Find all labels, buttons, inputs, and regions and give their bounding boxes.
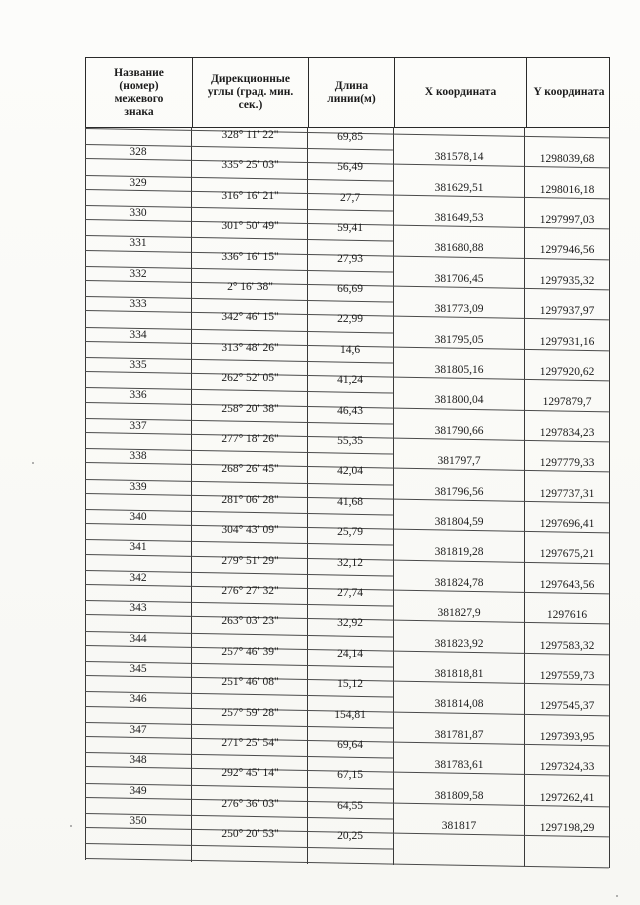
boundary-mark-name: 348 [129,754,147,767]
column-divider [307,127,308,864]
boundary-mark-name: 344 [129,632,147,645]
x-coordinate: 381797,7 [437,455,481,468]
direction-angle: 342° 46' 15" [221,311,279,324]
direction-angle: 262° 52' 05" [221,372,279,385]
y-coordinate: 1297393,95 [539,730,595,743]
line-length: 66,69 [337,283,363,295]
line-length: 22,99 [337,313,363,326]
line-length: 32,92 [337,617,363,630]
boundary-mark-name: 341 [129,541,147,554]
y-coordinate: 1297583,32 [539,639,595,652]
x-coordinate: 381804,59 [434,516,484,528]
direction-angle: 281° 06' 28" [221,493,279,506]
boundary-mark-name: 339 [129,480,147,493]
y-coordinate: 1297737,31 [539,487,595,500]
y-coordinate: 1297643,56 [539,578,595,591]
table-border-right [609,127,610,868]
y-coordinate: 1297920,62 [539,366,595,378]
y-coordinate: 1297559,73 [539,670,595,682]
boundary-mark-name: 330 [129,207,147,219]
direction-angle: 268° 26' 45" [221,463,279,476]
x-coordinate: 381781,87 [434,728,484,741]
y-coordinate: 1297779,33 [539,457,595,470]
direction-angle: 251° 46' 08" [221,676,279,689]
x-coordinate: 381680,88 [434,242,484,255]
y-coordinate: 1297935,32 [539,274,595,287]
direction-angle: 257° 59' 28" [221,706,279,719]
x-coordinate: 381578,14 [434,151,484,164]
column-divider [393,127,394,865]
x-coordinate: 381790,66 [434,424,484,437]
y-coordinate: 1297616 [546,609,588,622]
scan-speck [70,825,72,827]
x-coordinate: 381649,53 [434,212,484,224]
x-coordinate: 381795,05 [434,333,484,346]
boundary-mark-name: 331 [129,237,147,250]
direction-angle: 313° 48' 26" [221,341,279,354]
y-coordinate: 1297931,16 [539,335,595,348]
row-rule-mid [85,843,393,850]
scan-speck [616,895,618,897]
boundary-mark-name: 329 [129,176,147,189]
line-length: 56,49 [337,161,363,174]
boundary-mark-name: 328 [129,146,147,159]
direction-angle: 304° 43' 09" [221,524,279,537]
line-length: 25,79 [337,526,363,539]
x-coordinate: 381818,81 [434,668,484,680]
line-length: 24,14 [337,647,363,660]
boundary-mark-name: 343 [129,602,147,615]
line-length: 42,04 [337,465,363,478]
x-coordinate: 381827,9 [437,607,481,620]
boundary-mark-name: 334 [129,328,147,341]
direction-angle: 2° 16' 38" [227,281,273,293]
y-coordinate: 1297879,7 [542,396,592,409]
x-coordinate: 381783,61 [434,759,484,772]
line-length: 154,81 [334,708,366,721]
x-coordinate: 381805,16 [434,364,484,376]
direction-angle: 271° 25' 54" [221,737,279,749]
boundary-mark-name: 332 [129,267,147,280]
x-coordinate: 381809,58 [434,789,484,802]
line-length: 64,55 [337,799,363,812]
line-length: 32,12 [337,556,363,569]
line-length: 55,35 [337,435,363,447]
direction-angle: 316° 16' 21" [221,189,279,202]
line-length: 15,12 [337,678,363,691]
line-length: 41,68 [337,495,363,508]
x-coordinate: 381817 [441,820,477,832]
boundary-mark-name: 342 [129,571,147,584]
line-length: 67,15 [337,769,363,782]
line-length: 41,24 [337,374,363,387]
y-coordinate: 1297834,23 [539,426,595,439]
x-coordinate: 381706,45 [434,272,484,285]
boundary-mark-name: 337 [129,419,147,432]
direction-angle: 328° 11' 22" [221,129,279,141]
header-name: Название (номер) межевого знака [114,66,164,118]
line-length: 27,74 [337,587,363,599]
boundary-mark-name: 335 [129,359,147,371]
line-length: 14,6 [339,343,361,356]
boundary-mark-name: 346 [129,693,147,706]
line-length: 69,85 [337,131,363,143]
x-coordinate: 381819,28 [434,546,484,559]
boundary-mark-name: 349 [129,784,147,797]
direction-angle: 279° 51' 29" [221,554,279,567]
boundary-mark-name: 338 [129,450,147,463]
header-length: Длина линии(м) [327,79,376,105]
header-angle: Дирекционные углы (град. мин. сек.) [207,73,294,111]
y-coordinate: 1297262,41 [539,791,595,804]
line-length: 27,7 [339,191,361,204]
y-coordinate: 1298016,18 [539,183,595,196]
line-length: 69,64 [337,739,363,751]
x-coordinate: 381796,56 [434,485,484,498]
y-coordinate: 1297997,03 [539,214,595,226]
direction-angle: 258° 20' 38" [221,402,279,415]
x-coordinate: 381629,51 [434,181,484,194]
boundary-mark-name: 340 [129,511,147,523]
x-coordinate: 381800,04 [434,394,484,407]
x-coordinate: 381814,08 [434,698,484,711]
direction-angle: 257° 46' 39" [221,645,279,658]
column-divider [524,127,525,867]
boundary-mark-name: 345 [129,663,147,675]
direction-angle: 292° 45' 14" [221,767,279,780]
table-header [85,57,610,128]
boundary-mark-name: 333 [129,298,147,311]
direction-angle: 277° 18' 26" [221,433,279,445]
y-coordinate: 1297946,56 [539,244,595,257]
header-y: Y координата [533,86,605,98]
y-coordinate: 1297937,97 [539,305,595,318]
boundary-mark-name: 350 [129,815,147,827]
y-coordinate: 1298039,68 [539,153,595,166]
y-coordinate: 1297198,29 [539,822,595,834]
direction-angle: 250° 20' 53" [221,828,279,841]
y-coordinate: 1297324,33 [539,761,595,774]
scan-speck [32,462,34,464]
direction-angle: 336° 16' 15" [221,250,279,263]
line-length: 20,25 [337,830,363,843]
direction-angle: 301° 50' 49" [221,220,279,233]
direction-angle: 335° 25' 03" [221,159,279,172]
direction-angle: 276° 36' 03" [221,797,279,810]
y-coordinate: 1297545,37 [539,700,595,713]
line-length: 46,43 [337,404,363,417]
boundary-mark-name: 336 [129,389,147,402]
x-coordinate: 381824,78 [434,576,484,589]
y-coordinate: 1297675,21 [539,548,595,561]
boundary-mark-name: 347 [129,723,147,736]
line-length: 59,41 [337,222,363,235]
header-x: X координата [424,86,497,98]
direction-angle: 276° 27' 32" [221,585,279,597]
x-coordinate: 381823,92 [434,637,484,650]
table-border-bottom [85,858,609,868]
x-coordinate: 381773,09 [434,303,484,316]
direction-angle: 263° 03' 23" [221,615,279,628]
y-coordinate: 1297696,41 [539,518,595,530]
line-length: 27,93 [337,252,363,265]
